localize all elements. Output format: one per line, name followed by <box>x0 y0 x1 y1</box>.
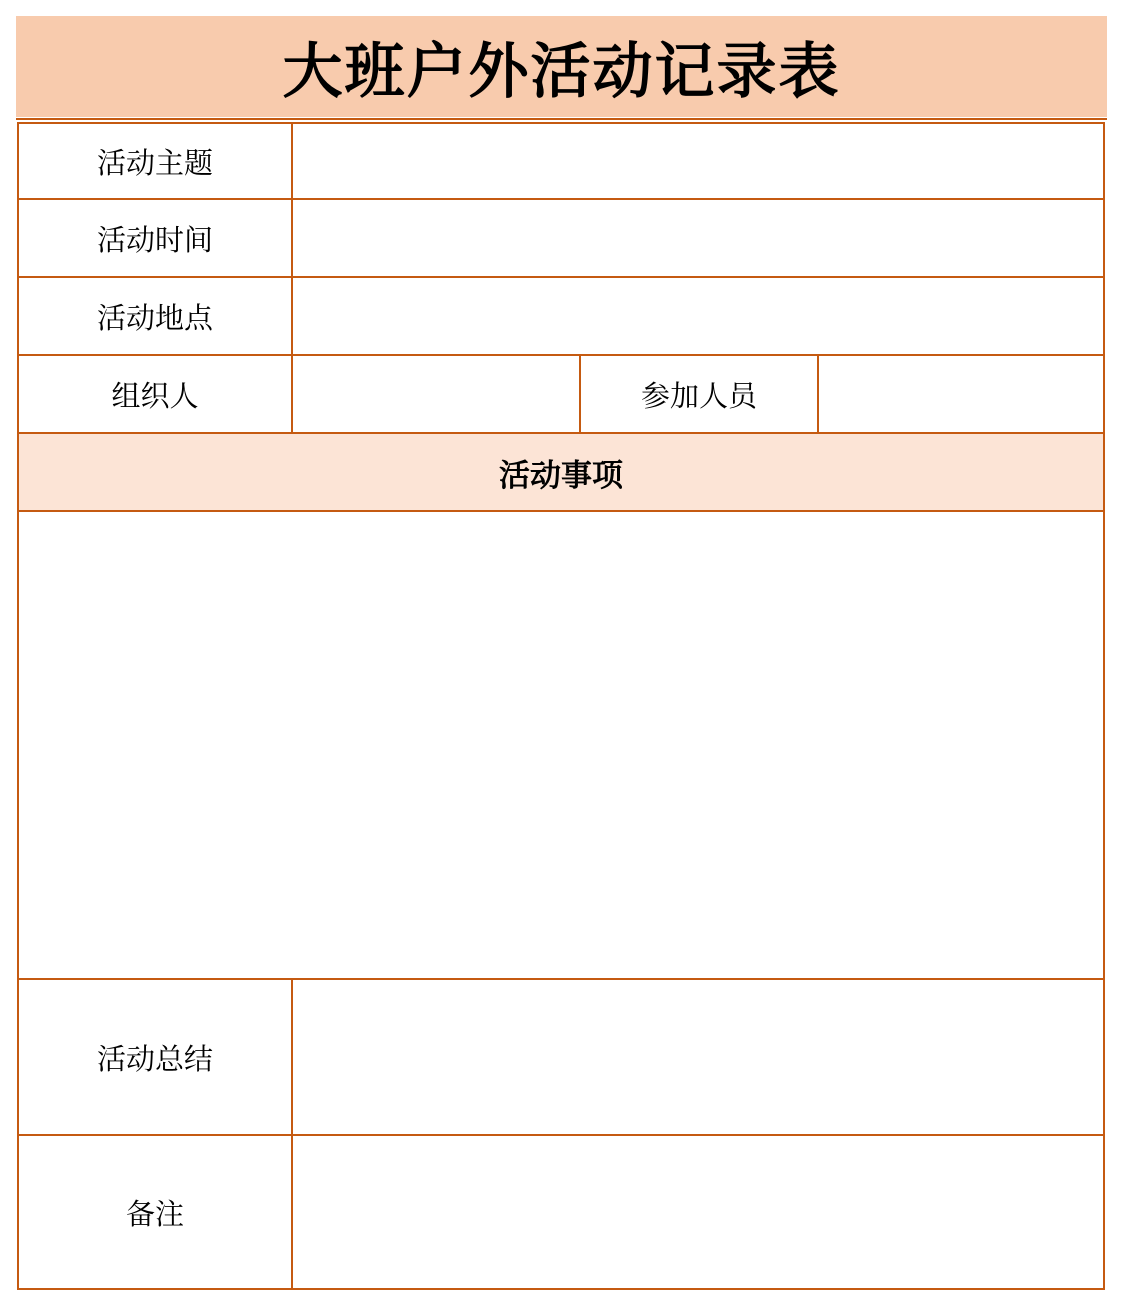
grid-line <box>17 354 1105 356</box>
grid-line <box>17 510 1105 512</box>
label-activity-time-text: 活动时间 <box>96 222 213 257</box>
value-activity-summary[interactable] <box>292 979 1104 1135</box>
value-remarks[interactable] <box>292 1135 1104 1289</box>
grid-line <box>17 198 1105 200</box>
value-participants[interactable] <box>818 355 1104 433</box>
value-activity-items[interactable] <box>18 511 1104 979</box>
label-participants <box>580 355 818 433</box>
grid-line <box>17 1134 1105 1136</box>
label-activity-time <box>18 199 292 277</box>
grid-line <box>17 122 19 1290</box>
grid-line <box>817 354 819 434</box>
label-remarks-text: 备注 <box>125 1196 184 1231</box>
grid-line <box>17 1288 1105 1290</box>
grid-line <box>1103 122 1105 1290</box>
grid-line <box>579 354 581 434</box>
grid-line <box>291 978 293 1290</box>
label-organizer-text: 组织人 <box>111 378 199 413</box>
form-title-bar <box>16 16 1107 117</box>
label-activity-theme <box>18 123 292 199</box>
label-participants-text: 参加人员 <box>640 378 757 413</box>
value-organizer[interactable] <box>292 355 580 433</box>
label-remarks <box>18 1135 292 1289</box>
label-activity-theme-text: 活动主题 <box>96 145 213 180</box>
label-activity-location <box>18 277 292 355</box>
grid-line <box>291 122 293 434</box>
grid-line <box>17 122 1105 124</box>
label-activity-location-text: 活动地点 <box>96 300 213 335</box>
value-activity-location[interactable] <box>292 277 1104 355</box>
section-heading: 活动事项 <box>499 458 623 494</box>
label-activity-summary-text: 活动总结 <box>96 1041 213 1076</box>
section-heading-band <box>18 434 1104 511</box>
label-activity-summary <box>18 979 292 1135</box>
label-organizer <box>18 355 292 433</box>
grid-line <box>17 978 1105 980</box>
form-title: 大班户外活动记录表 <box>282 36 841 107</box>
grid-line <box>17 432 1105 434</box>
value-activity-time[interactable] <box>292 199 1104 277</box>
grid-line <box>17 276 1105 278</box>
value-activity-theme[interactable] <box>292 123 1104 199</box>
